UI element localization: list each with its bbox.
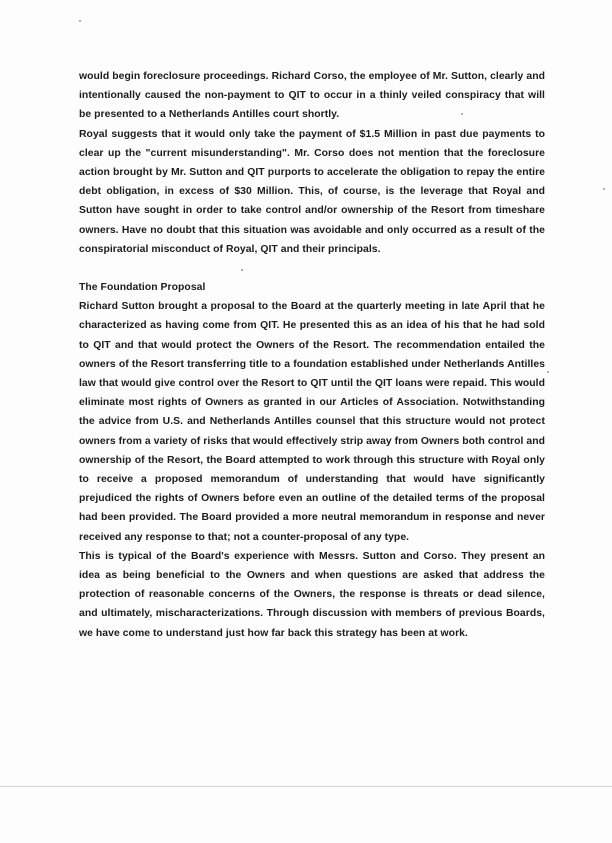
paragraph-royal-suggests: Royal suggests that it would only take the payment of $1.5 Million in past due payments to clear up the "current misunderstanding". Mr. Corso does not mention that the foreclosure action brought by Mr. Sutton and QIT purports to accelerate the obligation to repay the entire debt obligation, in excess of $30 Million. This, of course, is the leverage that Royal and Sutton have sought in order to take control and/or ownership of the Resort from timeshare owners. Have no doubt that this situation was avoidable and only occurred as a result of the conspiratorial misconduct of Royal, QIT and their principals. [79, 128, 545, 255]
scan-speck [603, 188, 605, 190]
scan-speck [79, 20, 81, 22]
paragraph-gap [79, 259, 545, 278]
paragraph-foundation-proposal: Richard Sutton brought a proposal to the Board at the quarterly meeting in late April that he characterized as having come from QIT. He presented this as an idea of his that he had sold to QIT and that would protect the Owners of the Resort. The recommendation entailed the owners of the Resort transferring title to a foundation established under Netherlands Antilles law that would give control over the Resort to QIT until the QIT loans were repaid. This would eliminate most rights of Owners as granted in our Articles of Association. Notwithstanding the advice from U.S. and Netherlands Antilles counsel that this structure would not protect owners from a variety of risks that would effectively strip away from Owners both control and ownership of the Resort, the Board attempted to work through this structure with Royal only to receive a proposed memorandum of understanding that would have significantly prejudiced the rights of Owners before even an outline of the detailed terms of the proposal had been provided. The Board provided a more neutral memorandum in response and never received any response to that; not a counter-proposal of any type. [79, 301, 545, 543]
scan-speck [461, 113, 463, 115]
document-body [79, 67, 545, 643]
section-heading: The Foundation Proposal [79, 282, 206, 294]
paragraph-foreclosure: would begin foreclosure proceedings. Richard Corso, the employee of Mr. Sutton, clearly and intentionally caused the non-payment to QIT to occur in a thinly veiled conspiracy that will be presented to a Netherlands Antilles court shortly. [79, 71, 545, 121]
paragraph-board-experience: This is typical of the Board's experience with Messrs. Sutton and Corso. They present an idea as being beneficial to the Owners and when questions are asked that address the protection of reasonable concerns of the Owners, the response is threats or dead silence, and ultimately, mischaracterizations. Through discussion with members of previous Boards, we have come to understand just how far back this strategy has been at work. [79, 550, 545, 639]
scan-speck [547, 371, 549, 373]
scan-edge-line [0, 786, 612, 787]
scan-speck [241, 269, 243, 271]
